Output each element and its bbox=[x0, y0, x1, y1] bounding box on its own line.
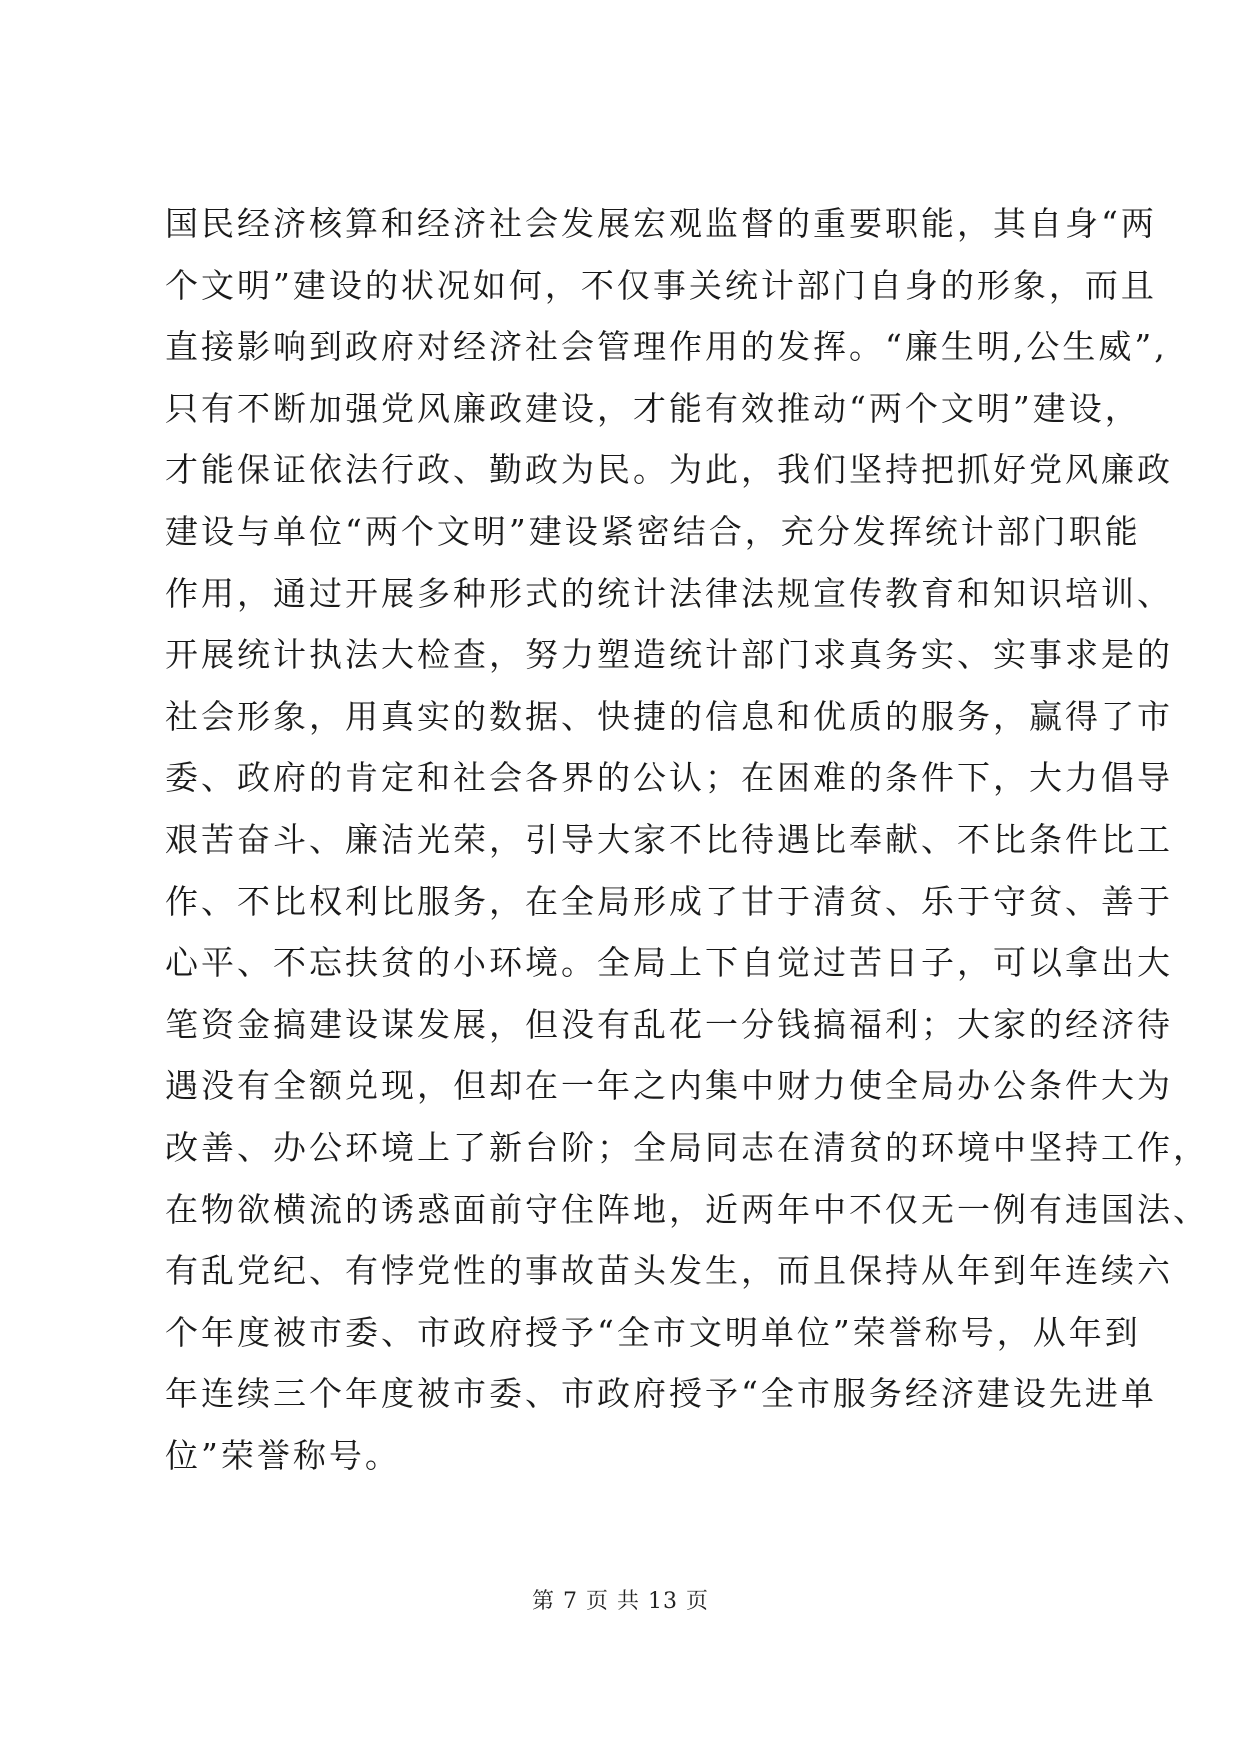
text-line: 个年度被市委、市政府授予“全市文明单位”荣誉称号，从年到 bbox=[165, 1312, 1141, 1352]
text-line: 只有不断加强党风廉政建设，才能有效推动“两个文明”建设， bbox=[165, 388, 1141, 428]
text-line: 年连续三个年度被市委、市政府授予“全市服务经济建设先进单 bbox=[165, 1374, 1157, 1414]
text-line: 才能保证依法行政、勤政为民。为此，我们坚持把抓好党风廉政 bbox=[165, 450, 1173, 490]
text-line: 作、不比权利比服务，在全局形成了甘于清贫、乐于守贫、善于 bbox=[165, 881, 1173, 921]
text-line: 有乱党纪、有悖党性的事故苗头发生，而且保持从年到年连续六 bbox=[165, 1251, 1173, 1291]
text-line: 开展统计执法大检查，努力塑造统计部门求真务实、实事求是的 bbox=[165, 635, 1173, 675]
text-line: 在物欲横流的诱惑面前守住阵地，近两年中不仅无一例有违国法、 bbox=[165, 1189, 1209, 1229]
text-line: 作用，通过开展多种形式的统计法律法规宣传教育和知识培训、 bbox=[165, 573, 1173, 613]
text-line: 遇没有全额兑现，但却在一年之内集中财力使全局办公条件大为 bbox=[165, 1066, 1173, 1106]
text-line: 个文明”建设的状况如何，不仅事关统计部门自身的形象，而且 bbox=[165, 265, 1157, 305]
page-number-footer: 第 7 页 共 13 页 bbox=[532, 1589, 709, 1614]
text-line: 建设与单位“两个文明”建设紧密结合，充分发挥统计部门职能 bbox=[165, 511, 1141, 551]
text-line: 改善、办公环境上了新台阶；全局同志在清贫的环境中坚持工作， bbox=[165, 1127, 1209, 1167]
text-line: 社会形象，用真实的数据、快捷的信息和优质的服务，赢得了市 bbox=[165, 696, 1173, 736]
text-line: 笔资金搞建设谋发展，但没有乱花一分钱搞福利；大家的经济待 bbox=[165, 1004, 1173, 1044]
body-paragraph bbox=[165, 204, 1209, 1500]
text-line: 委、政府的肯定和社会各界的公认；在困难的条件下，大力倡导 bbox=[165, 758, 1173, 798]
text-line: 艰苦奋斗、廉洁光荣，引导大家不比待遇比奉献、不比条件比工 bbox=[165, 819, 1173, 859]
text-line: 心平、不忘扶贫的小环境。全局上下自觉过苦日子，可以拿出大 bbox=[165, 943, 1173, 983]
text-line: 国民经济核算和经济社会发展宏观监督的重要职能，其自身“两 bbox=[165, 204, 1157, 243]
text-line: 直接影响到政府对经济社会管理作用的发挥。“廉生明,公生威”, bbox=[165, 327, 1168, 367]
text-line: 位”荣誉称号。 bbox=[165, 1435, 401, 1475]
